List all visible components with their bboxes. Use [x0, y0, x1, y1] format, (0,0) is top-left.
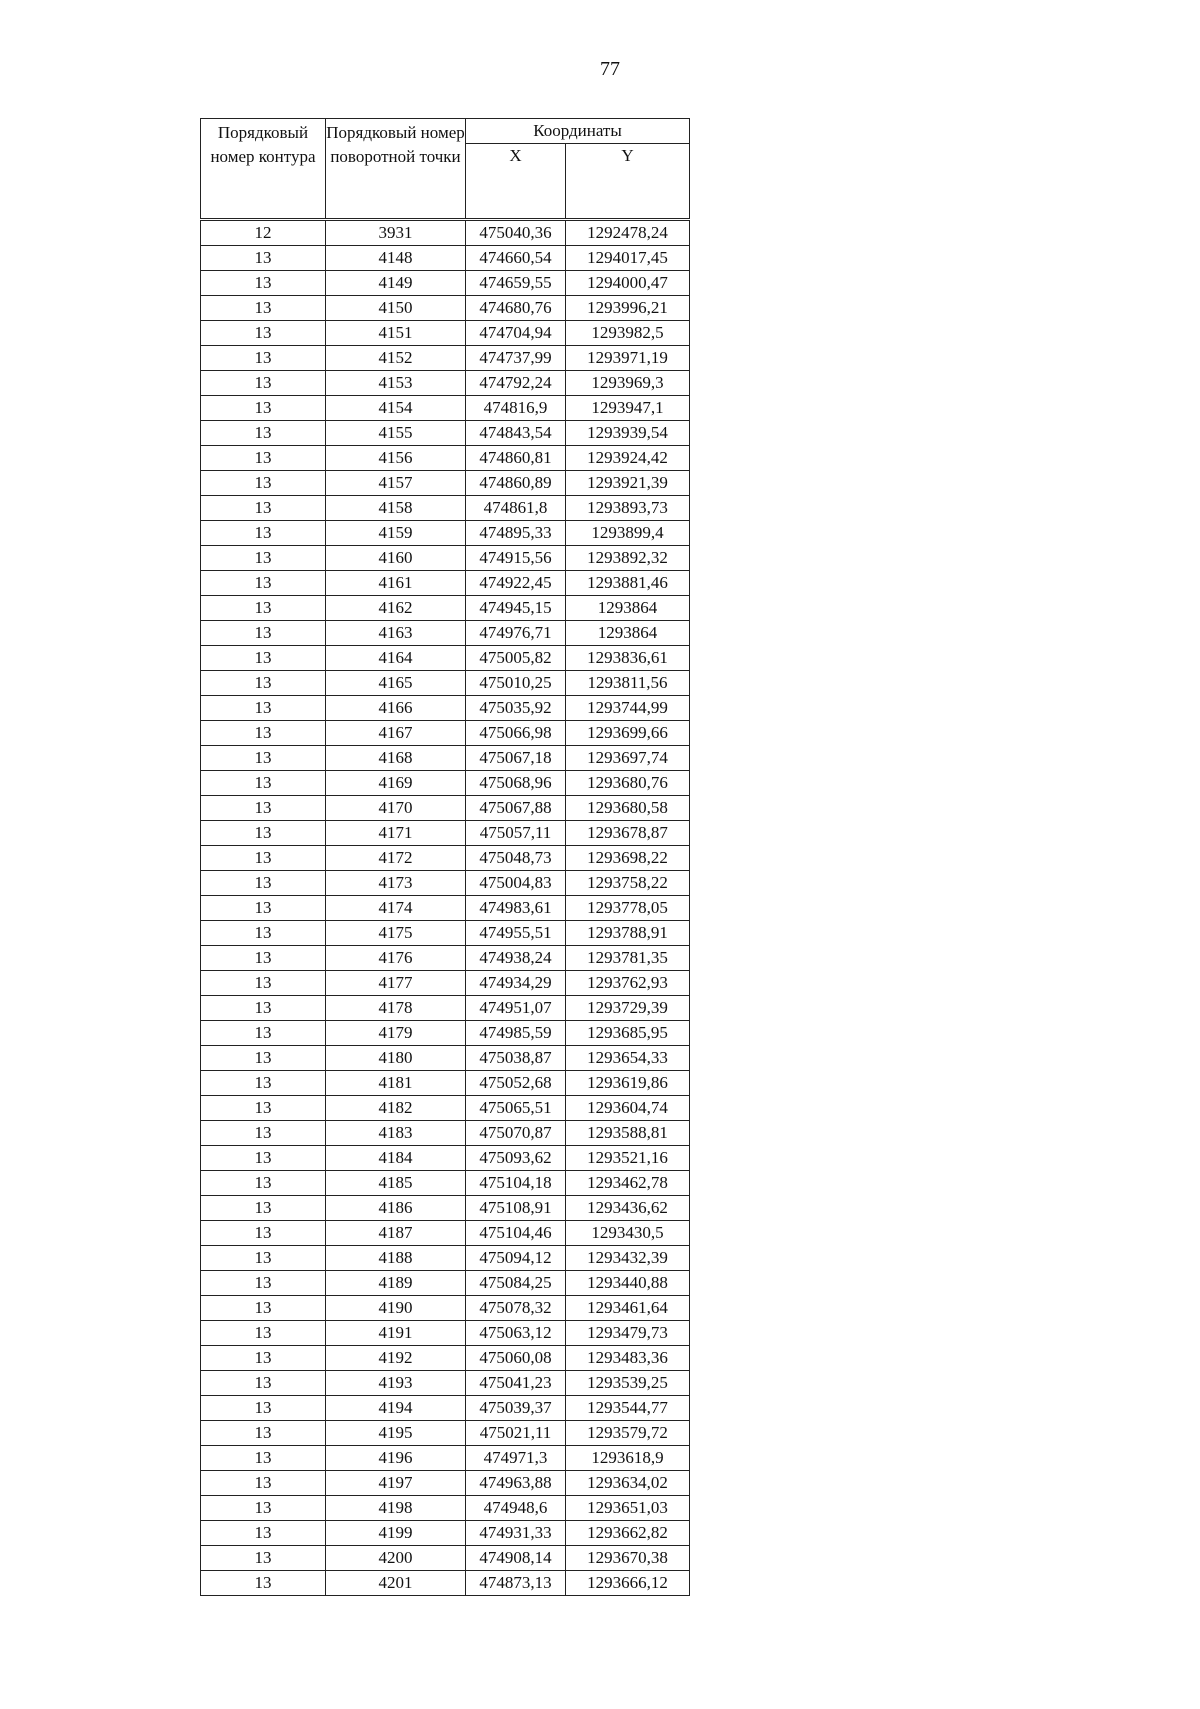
cell-contour-number: 13 [201, 346, 326, 371]
cell-y: 1293680,76 [566, 771, 690, 796]
cell-y: 1293619,86 [566, 1071, 690, 1096]
cell-y: 1293654,33 [566, 1046, 690, 1071]
cell-y: 1293881,46 [566, 571, 690, 596]
cell-x: 475067,88 [466, 796, 566, 821]
cell-y: 1293604,74 [566, 1096, 690, 1121]
cell-contour-number: 13 [201, 271, 326, 296]
cell-point-number: 4175 [326, 921, 466, 946]
table-row [201, 946, 690, 971]
cell-y: 1293939,54 [566, 421, 690, 446]
cell-x: 474860,81 [466, 446, 566, 471]
cell-contour-number: 13 [201, 296, 326, 321]
table-row [201, 1496, 690, 1521]
table-row [201, 1096, 690, 1121]
cell-y: 1293744,99 [566, 696, 690, 721]
cell-x: 475004,83 [466, 871, 566, 896]
cell-contour-number: 13 [201, 1146, 326, 1171]
cell-contour-number: 13 [201, 1196, 326, 1221]
cell-contour-number: 13 [201, 446, 326, 471]
cell-y: 1293634,02 [566, 1471, 690, 1496]
cell-contour-number: 13 [201, 321, 326, 346]
table-row [201, 546, 690, 571]
cell-x: 474971,3 [466, 1446, 566, 1471]
cell-contour-number: 13 [201, 871, 326, 896]
cell-contour-number: 13 [201, 996, 326, 1021]
cell-x: 475068,96 [466, 771, 566, 796]
cell-x: 475067,18 [466, 746, 566, 771]
cell-point-number: 4198 [326, 1496, 466, 1521]
cell-y: 1293758,22 [566, 871, 690, 896]
cell-point-number: 4184 [326, 1146, 466, 1171]
cell-y: 1294017,45 [566, 246, 690, 271]
cell-contour-number: 13 [201, 646, 326, 671]
cell-point-number: 4200 [326, 1546, 466, 1571]
cell-contour-number: 13 [201, 1296, 326, 1321]
cell-y: 1293864 [566, 596, 690, 621]
cell-point-number: 4167 [326, 721, 466, 746]
cell-x: 474660,54 [466, 246, 566, 271]
table-row [201, 721, 690, 746]
cell-contour-number: 13 [201, 421, 326, 446]
cell-point-number: 4191 [326, 1321, 466, 1346]
cell-y: 1293971,19 [566, 346, 690, 371]
cell-y: 1293778,05 [566, 896, 690, 921]
table-row [201, 971, 690, 996]
cell-point-number: 4186 [326, 1196, 466, 1221]
cell-y: 1293618,9 [566, 1446, 690, 1471]
cell-x: 474843,54 [466, 421, 566, 446]
cell-contour-number: 13 [201, 1046, 326, 1071]
cell-x: 474908,14 [466, 1546, 566, 1571]
cell-x: 475048,73 [466, 846, 566, 871]
table-row [201, 821, 690, 846]
cell-x: 475021,11 [466, 1421, 566, 1446]
cell-x: 475041,23 [466, 1371, 566, 1396]
cell-y: 1293544,77 [566, 1396, 690, 1421]
table-row [201, 296, 690, 321]
cell-point-number: 4185 [326, 1171, 466, 1196]
cell-point-number: 3931 [326, 220, 466, 246]
cell-contour-number: 13 [201, 471, 326, 496]
cell-point-number: 4149 [326, 271, 466, 296]
table-row [201, 220, 690, 246]
cell-contour-number: 13 [201, 546, 326, 571]
cell-x: 474931,33 [466, 1521, 566, 1546]
cell-x: 475063,12 [466, 1321, 566, 1346]
cell-y: 1293483,36 [566, 1346, 690, 1371]
cell-point-number: 4171 [326, 821, 466, 846]
cell-y: 1293811,56 [566, 671, 690, 696]
table-row [201, 596, 690, 621]
table-row [201, 571, 690, 596]
table-row [201, 421, 690, 446]
cell-point-number: 4176 [326, 946, 466, 971]
cell-y: 1293899,4 [566, 521, 690, 546]
cell-point-number: 4177 [326, 971, 466, 996]
cell-contour-number: 13 [201, 396, 326, 421]
table-row [201, 371, 690, 396]
cell-point-number: 4151 [326, 321, 466, 346]
cell-contour-number: 13 [201, 1321, 326, 1346]
cell-point-number: 4166 [326, 696, 466, 721]
cell-point-number: 4158 [326, 496, 466, 521]
cell-point-number: 4194 [326, 1396, 466, 1421]
table-row [201, 1246, 690, 1271]
cell-contour-number: 13 [201, 1346, 326, 1371]
table-row [201, 796, 690, 821]
cell-y: 1293651,03 [566, 1496, 690, 1521]
cell-x: 475065,51 [466, 1096, 566, 1121]
cell-contour-number: 13 [201, 246, 326, 271]
cell-contour-number: 13 [201, 496, 326, 521]
table-row [201, 896, 690, 921]
cell-point-number: 4148 [326, 246, 466, 271]
cell-point-number: 4189 [326, 1271, 466, 1296]
cell-contour-number: 13 [201, 1521, 326, 1546]
cell-contour-number: 13 [201, 1421, 326, 1446]
cell-contour-number: 13 [201, 721, 326, 746]
cell-x: 475104,18 [466, 1171, 566, 1196]
table-row [201, 1271, 690, 1296]
cell-y: 1293698,22 [566, 846, 690, 871]
table-row [201, 871, 690, 896]
cell-y: 1293762,93 [566, 971, 690, 996]
cell-contour-number: 13 [201, 696, 326, 721]
cell-contour-number: 13 [201, 821, 326, 846]
cell-contour-number: 13 [201, 1171, 326, 1196]
cell-y: 1293729,39 [566, 996, 690, 1021]
cell-point-number: 4172 [326, 846, 466, 871]
cell-x: 474963,88 [466, 1471, 566, 1496]
table-row [201, 471, 690, 496]
cell-x: 474816,9 [466, 396, 566, 421]
cell-x: 474934,29 [466, 971, 566, 996]
cell-point-number: 4162 [326, 596, 466, 621]
cell-point-number: 4168 [326, 746, 466, 771]
cell-y: 1293685,95 [566, 1021, 690, 1046]
cell-point-number: 4161 [326, 571, 466, 596]
cell-contour-number: 13 [201, 596, 326, 621]
cell-point-number: 4156 [326, 446, 466, 471]
cell-y: 1293788,91 [566, 921, 690, 946]
table-row [201, 1396, 690, 1421]
cell-y: 1293947,1 [566, 396, 690, 421]
cell-contour-number: 13 [201, 896, 326, 921]
cell-y: 1293924,42 [566, 446, 690, 471]
cell-point-number: 4182 [326, 1096, 466, 1121]
table-row [201, 1471, 690, 1496]
table-row [201, 346, 690, 371]
cell-y: 1292478,24 [566, 220, 690, 246]
cell-contour-number: 13 [201, 1371, 326, 1396]
cell-point-number: 4169 [326, 771, 466, 796]
cell-contour-number: 13 [201, 946, 326, 971]
cell-point-number: 4178 [326, 996, 466, 1021]
cell-contour-number: 13 [201, 521, 326, 546]
cell-contour-number: 13 [201, 621, 326, 646]
cell-y: 1293921,39 [566, 471, 690, 496]
cell-point-number: 4193 [326, 1371, 466, 1396]
table-row [201, 246, 690, 271]
cell-contour-number: 13 [201, 1121, 326, 1146]
cell-point-number: 4170 [326, 796, 466, 821]
cell-y: 1293521,16 [566, 1146, 690, 1171]
cell-point-number: 4173 [326, 871, 466, 896]
cell-y: 1293432,39 [566, 1246, 690, 1271]
cell-x: 475093,62 [466, 1146, 566, 1171]
table-row [201, 1171, 690, 1196]
cell-y: 1293430,5 [566, 1221, 690, 1246]
cell-x: 474948,6 [466, 1496, 566, 1521]
cell-x: 475078,32 [466, 1296, 566, 1321]
table-row [201, 846, 690, 871]
cell-y: 1293699,66 [566, 721, 690, 746]
cell-y: 1293697,74 [566, 746, 690, 771]
cell-x: 474976,71 [466, 621, 566, 646]
table-row [201, 921, 690, 946]
cell-y: 1293579,72 [566, 1421, 690, 1446]
cell-x: 475094,12 [466, 1246, 566, 1271]
cell-x: 474680,76 [466, 296, 566, 321]
header-coordinates: Координаты [466, 119, 690, 144]
cell-point-number: 4164 [326, 646, 466, 671]
header-y: Y [566, 144, 690, 220]
cell-y: 1293479,73 [566, 1321, 690, 1346]
cell-y: 1293462,78 [566, 1171, 690, 1196]
cell-point-number: 4187 [326, 1221, 466, 1246]
cell-contour-number: 13 [201, 1546, 326, 1571]
table-row [201, 446, 690, 471]
cell-x: 474873,13 [466, 1571, 566, 1596]
cell-x: 474951,07 [466, 996, 566, 1021]
cell-x: 475039,37 [466, 1396, 566, 1421]
cell-contour-number: 13 [201, 371, 326, 396]
cell-y: 1293461,64 [566, 1296, 690, 1321]
table-row [201, 396, 690, 421]
cell-x: 474985,59 [466, 1021, 566, 1046]
cell-point-number: 4196 [326, 1446, 466, 1471]
cell-x: 474945,15 [466, 596, 566, 621]
header-point-number: Порядковый номер поворотной точки [326, 119, 466, 220]
table-row [201, 621, 690, 646]
table-row [201, 1446, 690, 1471]
cell-contour-number: 13 [201, 796, 326, 821]
cell-contour-number: 13 [201, 746, 326, 771]
cell-point-number: 4159 [326, 521, 466, 546]
cell-x: 475066,98 [466, 721, 566, 746]
cell-y: 1293670,38 [566, 1546, 690, 1571]
cell-contour-number: 13 [201, 1221, 326, 1246]
cell-point-number: 4192 [326, 1346, 466, 1371]
table-row [201, 1021, 690, 1046]
cell-x: 475104,46 [466, 1221, 566, 1246]
cell-x: 474895,33 [466, 521, 566, 546]
cell-y: 1293781,35 [566, 946, 690, 971]
cell-contour-number: 13 [201, 846, 326, 871]
cell-point-number: 4152 [326, 346, 466, 371]
cell-contour-number: 13 [201, 1021, 326, 1046]
cell-point-number: 4150 [326, 296, 466, 321]
table-row [201, 1421, 690, 1446]
cell-y: 1293680,58 [566, 796, 690, 821]
cell-point-number: 4174 [326, 896, 466, 921]
cell-contour-number: 13 [201, 1446, 326, 1471]
cell-x: 474938,24 [466, 946, 566, 971]
table-row [201, 1571, 690, 1596]
cell-point-number: 4201 [326, 1571, 466, 1596]
cell-x: 474955,51 [466, 921, 566, 946]
table-row [201, 696, 690, 721]
cell-y: 1293440,88 [566, 1271, 690, 1296]
header-x: X [466, 144, 566, 220]
cell-y: 1293836,61 [566, 646, 690, 671]
cell-x: 475010,25 [466, 671, 566, 696]
cell-x: 474860,89 [466, 471, 566, 496]
cell-x: 475070,87 [466, 1121, 566, 1146]
cell-contour-number: 13 [201, 1571, 326, 1596]
cell-contour-number: 13 [201, 971, 326, 996]
table-row [201, 1221, 690, 1246]
cell-point-number: 4190 [326, 1296, 466, 1321]
cell-point-number: 4155 [326, 421, 466, 446]
table-row [201, 746, 690, 771]
cell-point-number: 4153 [326, 371, 466, 396]
cell-point-number: 4165 [326, 671, 466, 696]
cell-contour-number: 13 [201, 1246, 326, 1271]
cell-point-number: 4199 [326, 1521, 466, 1546]
cell-contour-number: 13 [201, 1271, 326, 1296]
cell-y: 1293678,87 [566, 821, 690, 846]
cell-x: 475084,25 [466, 1271, 566, 1296]
coordinates-table [200, 118, 690, 1596]
cell-y: 1293996,21 [566, 296, 690, 321]
cell-point-number: 4160 [326, 546, 466, 571]
cell-x: 474922,45 [466, 571, 566, 596]
cell-x: 475038,87 [466, 1046, 566, 1071]
header-contour-number: Порядковый номер контура [201, 119, 326, 220]
table-row [201, 1196, 690, 1221]
cell-point-number: 4183 [326, 1121, 466, 1146]
cell-x: 474983,61 [466, 896, 566, 921]
cell-x: 475057,11 [466, 821, 566, 846]
cell-point-number: 4197 [326, 1471, 466, 1496]
table-row [201, 1371, 690, 1396]
cell-x: 475060,08 [466, 1346, 566, 1371]
cell-y: 1293588,81 [566, 1121, 690, 1146]
table-row [201, 771, 690, 796]
table-row [201, 1296, 690, 1321]
cell-contour-number: 13 [201, 1496, 326, 1521]
cell-x: 475005,82 [466, 646, 566, 671]
cell-y: 1293893,73 [566, 496, 690, 521]
cell-x: 474915,56 [466, 546, 566, 571]
cell-x: 475052,68 [466, 1071, 566, 1096]
cell-y: 1294000,47 [566, 271, 690, 296]
cell-x: 475035,92 [466, 696, 566, 721]
table-row [201, 1146, 690, 1171]
cell-x: 474737,99 [466, 346, 566, 371]
cell-point-number: 4195 [326, 1421, 466, 1446]
table-row [201, 996, 690, 1021]
cell-point-number: 4181 [326, 1071, 466, 1096]
table-row [201, 1346, 690, 1371]
cell-y: 1293436,62 [566, 1196, 690, 1221]
cell-x: 474792,24 [466, 371, 566, 396]
table-row [201, 1521, 690, 1546]
table-row [201, 521, 690, 546]
cell-y: 1293969,3 [566, 371, 690, 396]
cell-contour-number: 13 [201, 771, 326, 796]
table-row [201, 496, 690, 521]
cell-point-number: 4188 [326, 1246, 466, 1271]
table-row [201, 1321, 690, 1346]
cell-y: 1293666,12 [566, 1571, 690, 1596]
page-number: 77 [600, 58, 620, 80]
table-row [201, 1071, 690, 1096]
table-row [201, 271, 690, 296]
cell-x: 474861,8 [466, 496, 566, 521]
cell-point-number: 4154 [326, 396, 466, 421]
table-row [201, 321, 690, 346]
cell-contour-number: 13 [201, 921, 326, 946]
table-row [201, 671, 690, 696]
table-row [201, 1046, 690, 1071]
table-row [201, 1121, 690, 1146]
table-row [201, 1546, 690, 1571]
table-row [201, 646, 690, 671]
cell-y: 1293864 [566, 621, 690, 646]
cell-point-number: 4157 [326, 471, 466, 496]
table-header [201, 119, 690, 220]
cell-x: 475108,91 [466, 1196, 566, 1221]
cell-point-number: 4180 [326, 1046, 466, 1071]
cell-y: 1293892,32 [566, 546, 690, 571]
cell-y: 1293539,25 [566, 1371, 690, 1396]
cell-contour-number: 13 [201, 1071, 326, 1096]
cell-y: 1293982,5 [566, 321, 690, 346]
cell-point-number: 4163 [326, 621, 466, 646]
cell-contour-number: 13 [201, 1396, 326, 1421]
cell-contour-number: 13 [201, 1096, 326, 1121]
cell-y: 1293662,82 [566, 1521, 690, 1546]
cell-x: 475040,36 [466, 220, 566, 246]
cell-contour-number: 12 [201, 220, 326, 246]
cell-x: 474704,94 [466, 321, 566, 346]
cell-contour-number: 13 [201, 571, 326, 596]
cell-x: 474659,55 [466, 271, 566, 296]
table-body [201, 220, 690, 1596]
cell-point-number: 4179 [326, 1021, 466, 1046]
cell-contour-number: 13 [201, 1471, 326, 1496]
cell-contour-number: 13 [201, 671, 326, 696]
